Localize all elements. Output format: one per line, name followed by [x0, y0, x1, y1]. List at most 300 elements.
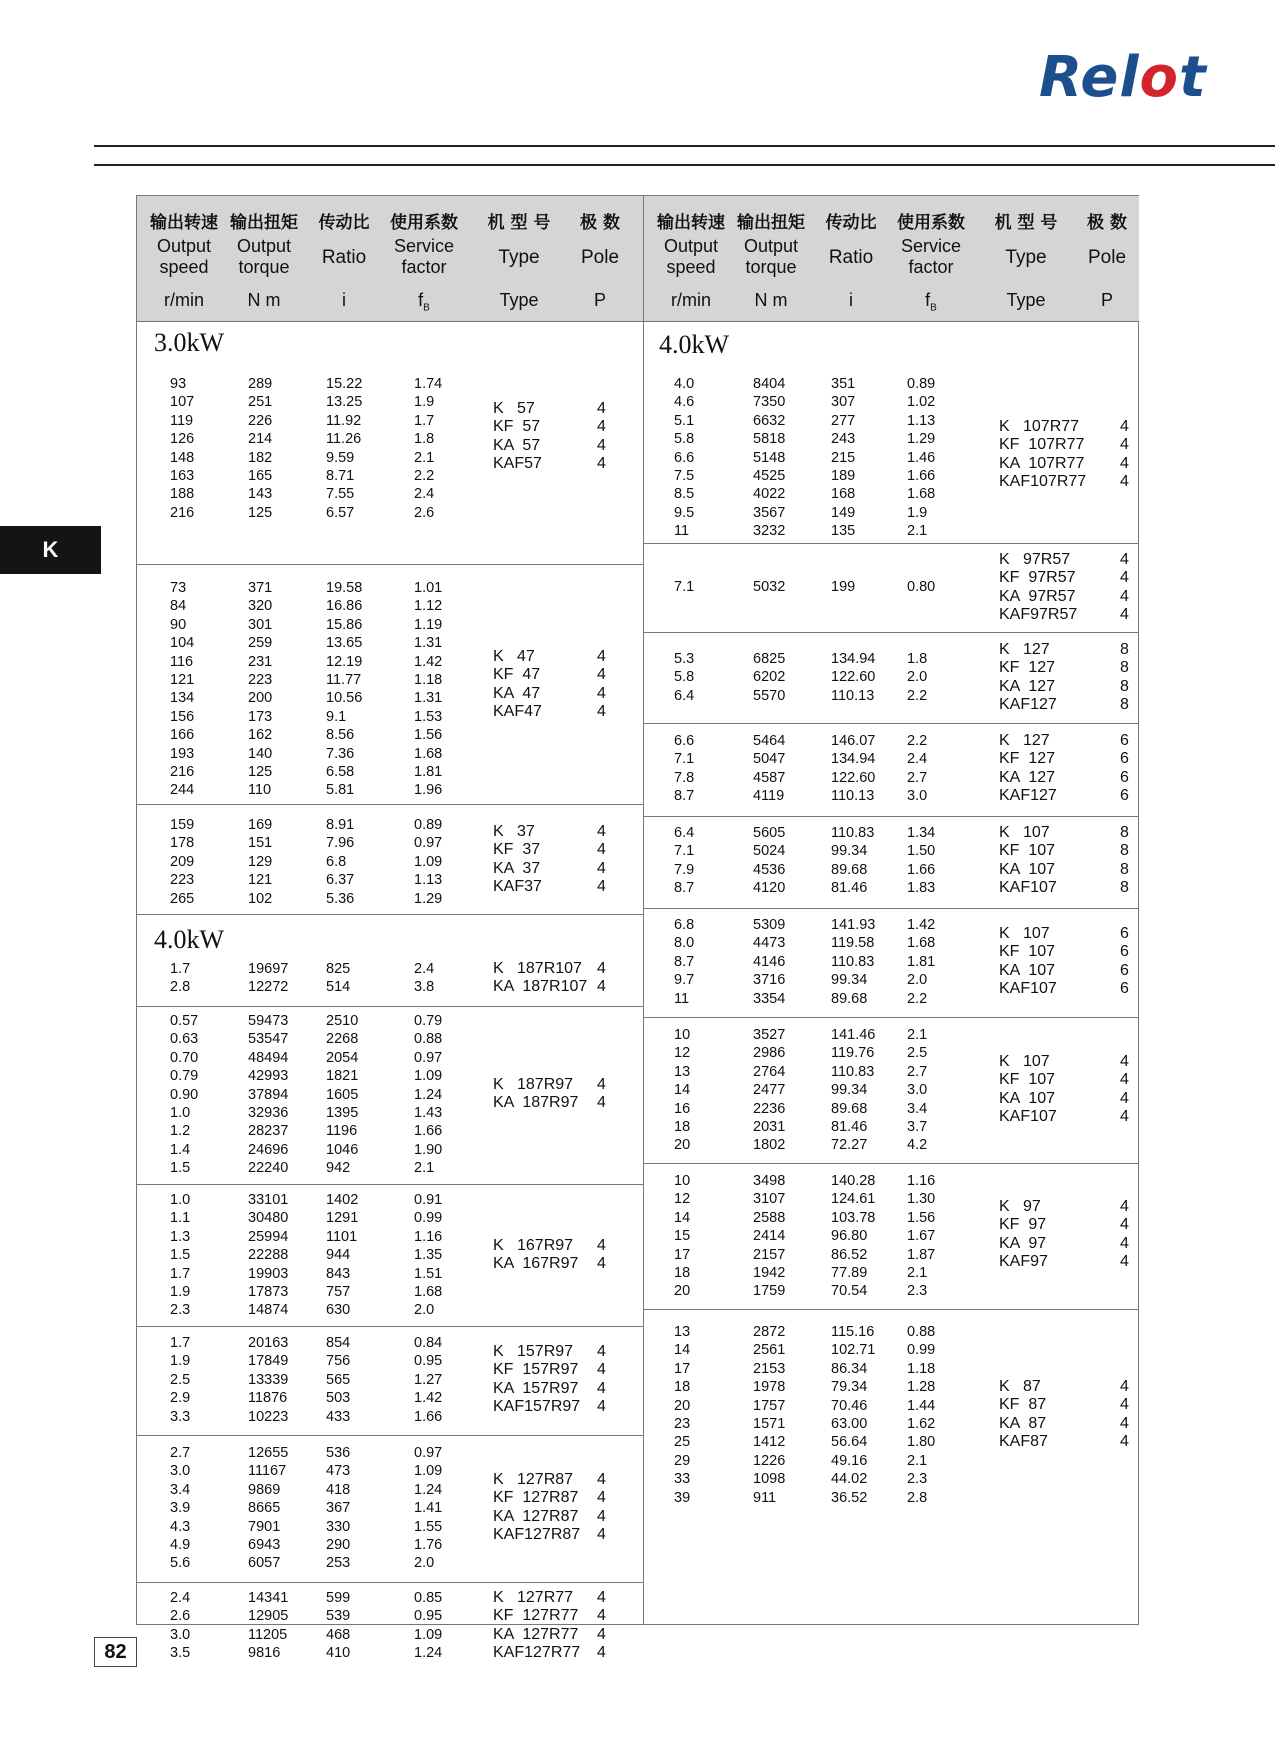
power-section — [644, 322, 1139, 544]
service-factor-cell: 2.2 — [907, 733, 928, 749]
service-factor-cell: 1.80 — [907, 1434, 936, 1451]
speed-cell: 0.79 — [170, 1068, 199, 1085]
ratio-cell: 1196 — [326, 1123, 358, 1140]
torque-cell: 125 — [248, 764, 273, 780]
service-factor-cell: 1.66 — [907, 468, 936, 484]
ratio-cell: 103.78 — [831, 1209, 876, 1226]
pole-count: 4 — [1120, 1234, 1129, 1252]
torque-cell: 5464 — [753, 733, 786, 749]
type-code: KA 47 — [493, 684, 541, 702]
torque-cell: 12655 — [248, 1445, 289, 1461]
service-factor-cell: 0.80 — [907, 579, 936, 595]
speed-cell: 18 — [674, 1119, 691, 1135]
table-row — [644, 393, 1139, 411]
ratio-cell: 15.22 — [326, 376, 363, 392]
ratio-header-en: Ratio — [828, 247, 874, 268]
ratio-cell: 253 — [326, 1555, 351, 1572]
service-factor-cell: 1.16 — [907, 1173, 936, 1189]
type-row — [493, 455, 617, 473]
ratio-header-symbol: i — [849, 290, 853, 310]
ratio-cell: 2268 — [326, 1031, 359, 1048]
ratio-cell: 99.34 — [831, 972, 868, 989]
service-factor-cell: 1.55 — [414, 1518, 443, 1535]
pole-count: 4 — [597, 1607, 606, 1625]
speed-cell: 116 — [170, 653, 194, 670]
table-row — [644, 1323, 1139, 1341]
speed-cell: 11 — [674, 523, 690, 540]
speed-cell: 2.5 — [170, 1371, 191, 1388]
type-code: KAF87 — [999, 1433, 1048, 1451]
torque-cell: 11167 — [248, 1463, 287, 1480]
ratio-cell: 115.16 — [831, 1324, 875, 1340]
type-code: KA 87 — [999, 1414, 1047, 1432]
type-row — [493, 666, 617, 684]
ratio-cell: 7.55 — [326, 486, 355, 503]
speed-cell: 7.1 — [674, 843, 695, 860]
power-heading: 3.0kW — [154, 328, 225, 357]
ratio-cell: 514 — [326, 979, 351, 996]
ratio-cell: 141.93 — [831, 917, 876, 933]
power-section — [644, 633, 1139, 724]
service-factor-cell: 4.2 — [907, 1137, 928, 1154]
type-code: K 107 — [999, 1053, 1050, 1070]
type-row — [999, 962, 1140, 980]
ratio-cell: 70.54 — [831, 1283, 868, 1300]
ratio-cell: 124.61 — [831, 1191, 876, 1208]
type-code: KF 157R97 — [493, 1361, 579, 1379]
ratio-cell: 9.59 — [326, 449, 355, 466]
type-code: KA 157R97 — [493, 1379, 579, 1397]
type-block — [493, 960, 617, 997]
torque-cell: 6943 — [248, 1537, 281, 1553]
service-factor-cell: 2.1 — [907, 1027, 928, 1043]
service-factor-cell: 2.4 — [907, 751, 928, 768]
service-factor-cell: 1.53 — [414, 708, 443, 725]
speed-cell: 73 — [170, 580, 187, 596]
service-factor-cell: 1.29 — [414, 890, 443, 907]
torque-cell: 14874 — [248, 1302, 289, 1319]
torque-cell: 5570 — [753, 687, 786, 704]
ratio-cell: 1605 — [326, 1086, 359, 1103]
table-row — [137, 579, 643, 597]
type-code: KF 127 — [999, 750, 1056, 768]
service-factor-cell: 1.02 — [907, 394, 936, 411]
service-factor-cell: 1.81 — [414, 764, 443, 780]
ratio-cell: 756 — [326, 1353, 351, 1370]
pole-header-en: Pole — [1087, 247, 1127, 268]
torque-cell: 53547 — [248, 1031, 289, 1048]
speed-cell: 17 — [674, 1246, 691, 1263]
speed-cell: 9.5 — [674, 504, 695, 521]
type-code: K 167R97 — [493, 1237, 574, 1254]
torque-cell: 6057 — [248, 1555, 281, 1572]
type-row — [493, 1380, 617, 1398]
pole-count: 4 — [597, 1237, 606, 1254]
pole-header-en: Pole — [580, 247, 620, 268]
torque-cell: 4120 — [753, 880, 786, 897]
torque-cell: 3527 — [753, 1027, 786, 1043]
service-factor-cell: 0.89 — [414, 817, 443, 833]
type-row — [999, 980, 1140, 998]
service-factor-cell: 2.7 — [907, 769, 928, 786]
type-code: KAF157R97 — [493, 1398, 581, 1416]
torque-cell: 4587 — [753, 769, 786, 786]
type-code: KA 127R87 — [493, 1507, 579, 1525]
table-header-left — [137, 196, 643, 321]
speed-cell: 84 — [170, 598, 187, 615]
power-section — [644, 1310, 1139, 1625]
type-row — [999, 696, 1140, 714]
type-block — [999, 824, 1140, 898]
ratio-cell: 134.94 — [831, 651, 876, 667]
pole-count: 4 — [597, 1379, 606, 1397]
ratio-cell: 8.71 — [326, 468, 355, 484]
pole-count: 4 — [1120, 1108, 1129, 1126]
speed-cell: 178 — [170, 835, 195, 852]
type-block — [493, 1076, 617, 1113]
speed-cell: 119 — [170, 412, 194, 429]
type-code: K 97R57 — [999, 551, 1071, 568]
ratio-cell: 110.83 — [831, 953, 875, 970]
type-row — [493, 1255, 617, 1273]
type-row — [999, 418, 1140, 436]
service-factor-cell: 0.84 — [414, 1335, 443, 1351]
ratio-cell: 146.07 — [831, 733, 876, 749]
pole-count: 4 — [1120, 1198, 1129, 1215]
speed-cell: 5.3 — [674, 651, 695, 667]
torque-cell: 2561 — [753, 1342, 786, 1359]
torque-header-zh: 输出扭矩 — [737, 213, 805, 233]
speed-cell: 6.8 — [674, 917, 695, 933]
service-factor-cell: 3.0 — [907, 1082, 928, 1099]
speed-cell: 159 — [170, 817, 195, 833]
torque-cell: 5024 — [753, 843, 786, 860]
pole-count: 4 — [597, 418, 606, 436]
ratio-cell: 5.81 — [326, 782, 355, 799]
service-factor-cell: 0.95 — [414, 1608, 443, 1625]
service-factor-cell: 0.91 — [414, 1192, 443, 1208]
ratio-cell: 6.8 — [326, 853, 347, 870]
type-code: KA 107 — [999, 961, 1056, 979]
ratio-cell: 351 — [831, 376, 856, 392]
type-code: KA 97R57 — [999, 587, 1076, 605]
speed-cell: 216 — [170, 504, 195, 521]
torque-cell: 5148 — [753, 449, 786, 466]
pole-count: 4 — [597, 878, 606, 896]
ratio-cell: 96.80 — [831, 1228, 868, 1245]
ratio-cell: 135 — [831, 523, 856, 540]
pole-count: 8 — [1120, 696, 1129, 714]
power-heading: 4.0kW — [154, 925, 225, 954]
torque-cell: 12272 — [248, 979, 289, 996]
service-factor-cell: 1.42 — [907, 917, 936, 933]
ratio-cell: 44.02 — [831, 1471, 868, 1488]
type-code: K 107R77 — [999, 418, 1080, 435]
type-code: K 57 — [493, 400, 535, 417]
pole-count: 4 — [597, 666, 606, 684]
ratio-cell: 843 — [326, 1265, 351, 1282]
ratio-cell: 49.16 — [831, 1452, 868, 1469]
speed-cell: 2.3 — [170, 1302, 191, 1319]
ratio-cell: 290 — [326, 1537, 351, 1553]
ratio-cell: 81.46 — [831, 880, 868, 897]
torque-cell: 25994 — [248, 1228, 289, 1245]
torque-cell: 2414 — [753, 1228, 786, 1245]
torque-cell: 2764 — [753, 1063, 786, 1080]
service-factor-cell: 1.7 — [414, 412, 435, 429]
pole-count: 4 — [597, 841, 606, 859]
speed-cell: 6.6 — [674, 449, 695, 466]
type-code: KAF57 — [493, 455, 542, 473]
ratio-cell: 1046 — [326, 1141, 359, 1158]
type-block — [493, 1589, 617, 1663]
service-factor-cell: 2.0 — [907, 669, 928, 686]
type-header-symbol: Type — [499, 290, 539, 310]
service-factor-cell: 2.0 — [414, 1302, 435, 1319]
type-row — [999, 861, 1140, 879]
pole-count: 4 — [597, 1094, 606, 1112]
ratio-cell: 2510 — [326, 1013, 359, 1029]
pole-count: 4 — [1120, 1089, 1129, 1107]
ratio-cell: 13.65 — [326, 635, 363, 652]
service-factor-cell: 1.50 — [907, 843, 936, 860]
ratio-cell: 89.68 — [831, 861, 868, 878]
ratio-cell: 599 — [326, 1590, 351, 1606]
ratio-cell: 11.77 — [326, 672, 362, 688]
ratio-cell: 8.91 — [326, 817, 355, 833]
ratio-cell: 140.28 — [831, 1173, 876, 1189]
type-row — [999, 606, 1140, 624]
speed-cell: 1.4 — [170, 1141, 191, 1158]
service-factor-cell: 2.0 — [907, 972, 928, 989]
ratio-cell: 110.13 — [831, 687, 875, 704]
type-code: KAF97R57 — [999, 606, 1078, 624]
pole-count: 6 — [1120, 925, 1129, 942]
torque-cell: 8404 — [753, 376, 786, 392]
table-row — [137, 1191, 643, 1209]
torque-cell: 2872 — [753, 1324, 786, 1340]
table-row — [644, 1282, 1139, 1300]
service-factor-cell: 1.09 — [414, 853, 443, 870]
torque-cell: 1226 — [753, 1452, 786, 1469]
torque-header-symbol: N m — [247, 290, 281, 310]
table-row — [137, 1283, 643, 1301]
type-row — [493, 685, 617, 703]
service-factor-cell: 0.88 — [414, 1031, 443, 1048]
speed-cell: 104 — [170, 635, 195, 652]
type-code: K 47 — [493, 648, 535, 665]
ratio-cell: 503 — [326, 1390, 351, 1407]
type-code: KA 127 — [999, 677, 1056, 695]
ratio-cell: 10.56 — [326, 690, 363, 707]
speed-cell: 0.90 — [170, 1086, 199, 1103]
service-factor-cell: 1.87 — [907, 1246, 936, 1263]
torque-cell: 2236 — [753, 1100, 786, 1117]
service-factor-cell: 3.8 — [414, 979, 435, 996]
service-factor-cell: 2.2 — [907, 990, 928, 1007]
type-code: KF 97R57 — [999, 569, 1076, 587]
speed-cell: 3.4 — [170, 1481, 191, 1498]
type-code: KF 127R87 — [493, 1489, 579, 1507]
pole-count: 6 — [1120, 768, 1129, 786]
ratio-cell: 15.86 — [326, 616, 363, 633]
speed-cell: 25 — [674, 1434, 691, 1451]
torque-cell: 48494 — [248, 1049, 289, 1066]
pole-count: 4 — [1120, 1378, 1129, 1395]
speed-cell: 7.1 — [674, 579, 695, 595]
speed-cell: 4.9 — [170, 1537, 191, 1553]
speed-cell: 223 — [170, 872, 195, 889]
power-section — [137, 1007, 643, 1185]
type-block — [493, 648, 617, 722]
right-column — [644, 322, 1139, 1625]
table-row — [137, 1444, 643, 1462]
type-row — [999, 1396, 1140, 1414]
pole-count: 8 — [1120, 659, 1129, 677]
ratio-cell: 36.52 — [831, 1489, 868, 1506]
speed-cell: 209 — [170, 853, 195, 870]
service-factor-cell: 1.29 — [907, 431, 936, 448]
torque-cell: 5032 — [753, 579, 786, 595]
type-row — [999, 732, 1140, 750]
selection-table — [136, 195, 1139, 1662]
speed-cell: 4.6 — [674, 394, 695, 411]
torque-cell: 17873 — [248, 1284, 289, 1300]
ratio-cell: 8.56 — [326, 727, 355, 744]
type-code: KA 187R107 — [493, 978, 588, 996]
type-row — [999, 1216, 1140, 1234]
speed-cell: 265 — [170, 890, 195, 907]
ratio-cell: 1395 — [326, 1105, 359, 1121]
power-section — [137, 1583, 643, 1662]
speed-cell: 163 — [170, 468, 195, 484]
type-row — [999, 641, 1140, 659]
ratio-cell: 7.96 — [326, 835, 355, 852]
type-row — [493, 648, 617, 666]
pole-count: 4 — [597, 1589, 606, 1606]
type-row — [493, 1361, 617, 1379]
pole-header-zh: 极 数 — [1087, 213, 1127, 233]
torque-header-en: Output torque — [743, 236, 799, 277]
speed-cell: 1.3 — [170, 1228, 191, 1245]
service-factor-cell: 1.24 — [414, 1481, 443, 1498]
pole-count: 4 — [597, 1489, 606, 1507]
service-factor-cell: 1.42 — [414, 653, 443, 670]
type-row — [493, 1644, 617, 1662]
torque-cell: 214 — [248, 431, 273, 448]
table-row — [137, 375, 643, 393]
speed-cell: 7.5 — [674, 468, 695, 484]
speed-cell: 2.4 — [170, 1590, 191, 1606]
type-code: K 157R97 — [493, 1343, 574, 1360]
service-factor-cell: 0.85 — [414, 1590, 443, 1606]
type-code: KA 57 — [493, 436, 541, 454]
ratio-cell: 89.68 — [831, 1100, 868, 1117]
torque-cell: 33101 — [248, 1192, 289, 1208]
torque-cell: 2588 — [753, 1209, 786, 1226]
speed-cell: 126 — [170, 431, 195, 448]
speed-cell: 20 — [674, 1397, 691, 1414]
type-code: KAF107 — [999, 879, 1057, 897]
service-factor-cell: 1.35 — [414, 1247, 443, 1264]
type-header-en: Type — [1005, 247, 1047, 268]
torque-cell: 129 — [248, 853, 273, 870]
pole-count: 4 — [597, 400, 606, 417]
type-header-zh: 机 型 号 — [487, 213, 551, 233]
service-header-symbol: $f_B$ — [925, 290, 937, 314]
ratio-cell: 56.64 — [831, 1434, 868, 1451]
service-factor-cell: 1.66 — [414, 1408, 443, 1425]
type-row — [999, 1253, 1140, 1271]
torque-cell: 4146 — [753, 953, 786, 970]
ratio-cell: 468 — [326, 1626, 351, 1643]
service-factor-cell: 0.89 — [907, 376, 936, 392]
table-row — [137, 485, 643, 503]
torque-cell: 2157 — [753, 1246, 786, 1263]
speed-cell: 7.1 — [674, 751, 695, 768]
torque-cell: 4119 — [753, 788, 785, 805]
power-section — [644, 1164, 1139, 1310]
ratio-cell: 72.27 — [831, 1137, 868, 1154]
service-factor-cell: 1.68 — [907, 486, 936, 503]
service-factor-cell: 1.9 — [414, 394, 435, 411]
type-code: KA 37 — [493, 859, 541, 877]
power-section — [137, 1327, 643, 1436]
pole-count: 4 — [597, 703, 606, 721]
speed-cell: 188 — [170, 486, 195, 503]
table-row — [644, 1452, 1139, 1470]
service-factor-cell: 2.0 — [414, 1555, 435, 1572]
type-row — [493, 841, 617, 859]
torque-cell: 17849 — [248, 1353, 289, 1370]
speed-cell: 5.6 — [170, 1555, 191, 1572]
service-factor-cell: 2.3 — [907, 1283, 928, 1300]
pole-header-zh: 极 数 — [580, 213, 620, 233]
service-factor-cell: 3.4 — [907, 1100, 928, 1117]
pole-count: 4 — [597, 1398, 606, 1416]
speed-cell: 1.1 — [170, 1210, 191, 1227]
torque-cell: 121 — [248, 872, 273, 889]
service-factor-cell: 2.2 — [907, 687, 928, 704]
service-factor-cell: 1.13 — [414, 872, 443, 889]
table-row — [137, 1554, 643, 1572]
torque-cell: 200 — [248, 690, 273, 707]
ratio-cell: 168 — [831, 486, 856, 503]
pole-count: 4 — [1120, 1216, 1129, 1234]
type-code: KAF37 — [493, 878, 542, 896]
service-factor-cell: 1.31 — [414, 635, 443, 652]
speed-cell: 156 — [170, 708, 195, 725]
speed-cell: 6.6 — [674, 733, 695, 749]
speed-cell: 7.8 — [674, 769, 695, 786]
type-row — [999, 1108, 1140, 1126]
type-block — [999, 551, 1140, 625]
power-section — [644, 817, 1139, 909]
pole-count: 8 — [1120, 842, 1129, 860]
type-row — [999, 473, 1140, 491]
type-code: K 127R87 — [493, 1471, 574, 1488]
pole-count: 6 — [1120, 961, 1129, 979]
type-code: KA 167R97 — [493, 1255, 579, 1273]
service-factor-cell: 1.41 — [414, 1500, 443, 1517]
torque-cell: 6202 — [753, 669, 786, 686]
type-row — [999, 787, 1140, 805]
ratio-cell: 539 — [326, 1608, 351, 1625]
service-factor-cell: 1.01 — [414, 580, 443, 596]
torque-cell: 143 — [248, 486, 273, 503]
table-row — [137, 1012, 643, 1030]
table-row — [137, 1030, 643, 1048]
